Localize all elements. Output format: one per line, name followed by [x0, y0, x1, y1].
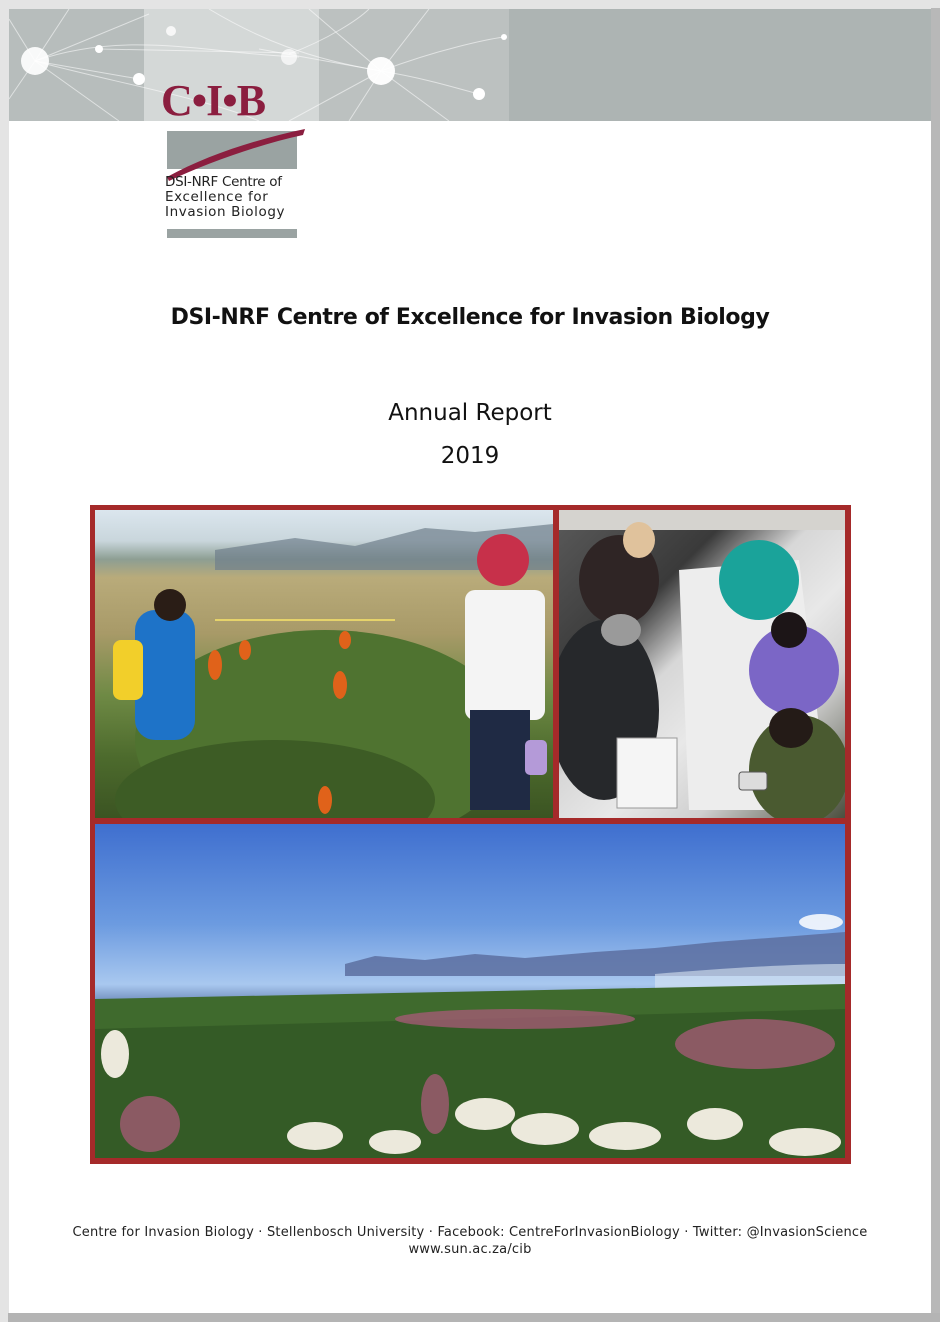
classroom-illustration: [559, 510, 845, 818]
landscape-photo: [95, 824, 845, 1158]
landscape-illustration: [95, 824, 845, 1158]
logo-text-line3: Invasion Biology: [165, 204, 286, 220]
logo-text-line2: Excellence for: [165, 189, 269, 205]
document-subtitle: Annual Report: [388, 400, 552, 426]
field-work-illustration: [95, 510, 553, 818]
field-work-photo: [95, 510, 553, 818]
header-banner: [9, 9, 931, 125]
logo-text: [165, 175, 299, 220]
page-shadow-bottom: [8, 1313, 940, 1322]
page-shadow-right: [931, 8, 940, 1322]
logo-letters: C•I•B: [161, 76, 266, 125]
page-footer: [9, 1224, 931, 1258]
logo-text-line1: DSI-NRF Centre of: [165, 174, 282, 190]
cib-logo: [159, 76, 304, 249]
document-year: 2019: [440, 443, 500, 469]
footer-contact-line: Centre for Invasion Biology · Stellenbosch University · Facebook: CentreForInvasionBiology · Twitter: @InvasionScience: [72, 1225, 868, 1240]
logo-bar: [167, 229, 297, 238]
document-page: [9, 9, 931, 1313]
network-lines-graphic: [9, 9, 931, 125]
footer-website-link[interactable]: www.sun.ac.za/cib: [408, 1242, 532, 1257]
logo-swoosh: [167, 125, 307, 181]
photo-collage: [90, 505, 851, 1164]
classroom-photo: [559, 510, 845, 818]
document-title: DSI-NRF Centre of Excellence for Invasion Biology: [170, 305, 770, 330]
